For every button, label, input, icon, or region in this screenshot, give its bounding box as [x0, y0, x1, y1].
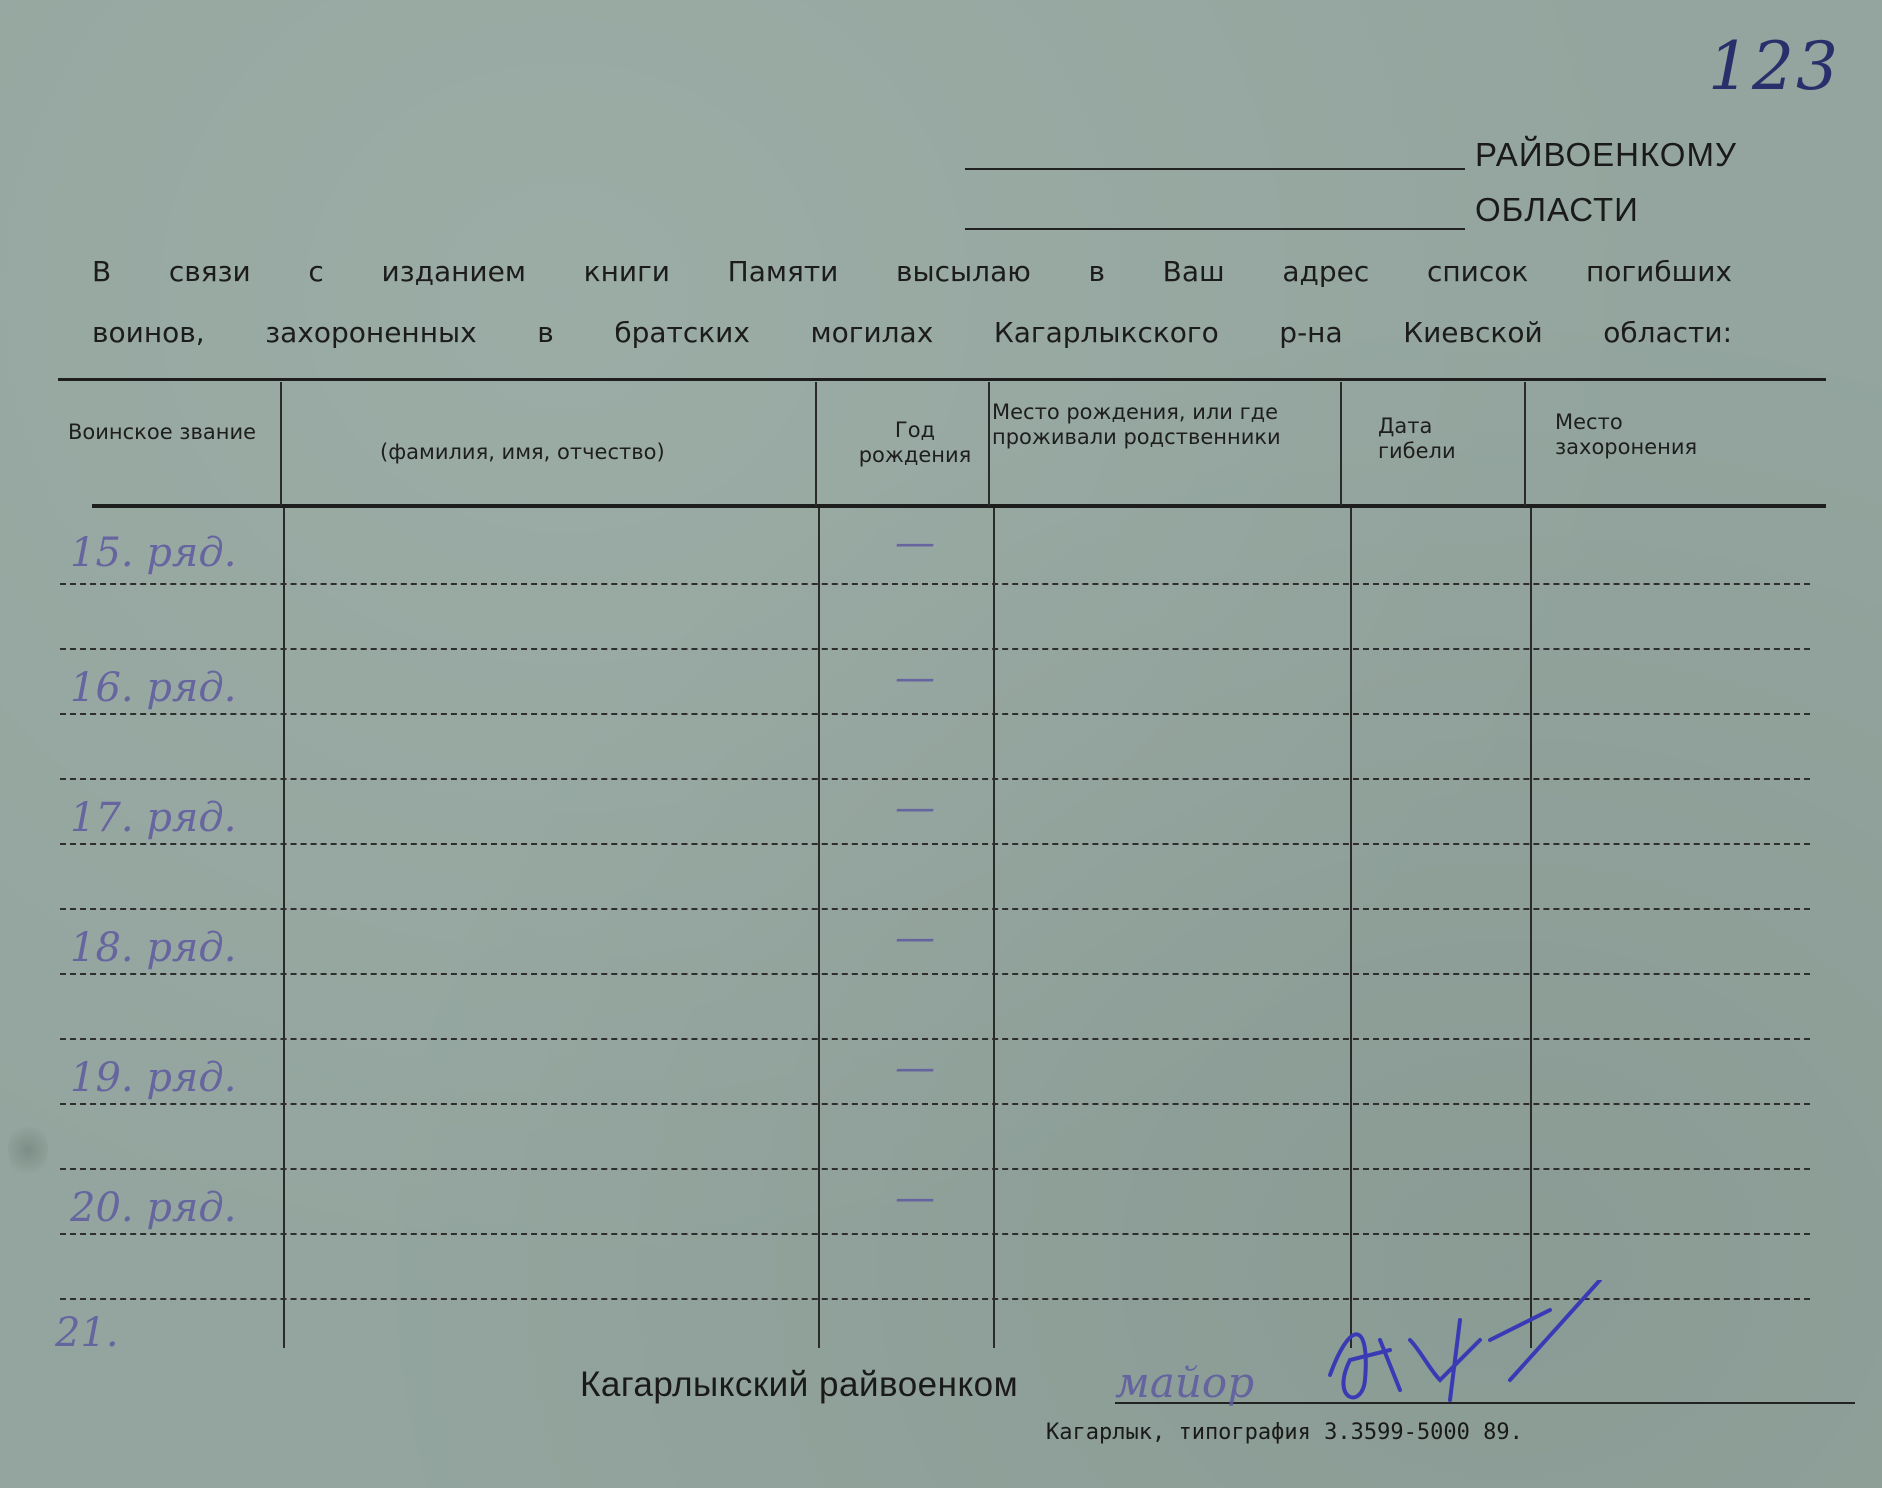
table-top-border — [58, 378, 1826, 381]
table-divider — [283, 508, 285, 1348]
intro-line-1: В связи с изданием книги Памяти высылаю в Ваш адрес список погибших — [92, 255, 1732, 288]
address-oblast-label: ОБЛАСТИ — [1475, 191, 1639, 228]
table-divider — [993, 508, 995, 1348]
row-7-rank: 21. — [55, 1310, 119, 1356]
row-1-rank: 15. ряд. — [70, 530, 237, 576]
row-rule — [60, 648, 1810, 650]
row-6-rank: 20. ряд. — [70, 1185, 237, 1231]
page-number: 123 — [1708, 28, 1840, 105]
table-header-border — [92, 504, 1826, 508]
header-burial-place: Место захоронения — [1555, 410, 1698, 459]
row-rule — [60, 1103, 1810, 1105]
table-divider — [1350, 508, 1352, 1348]
row-rule — [60, 583, 1810, 585]
intro-line-2: воинов, захороненных в братских могилах Кагарлыкского р-на Киевской области: — [92, 316, 1732, 349]
header-rank: Воинское звание — [68, 420, 257, 444]
row-4-rank: 18. ряд. — [70, 925, 237, 971]
row-3-birth-year: — — [895, 785, 935, 831]
row-rule — [60, 843, 1810, 845]
table-divider — [1530, 508, 1532, 1348]
row-2-birth-year: — — [895, 655, 935, 701]
row-3-rank: 17. ряд. — [70, 795, 237, 841]
table-divider — [280, 382, 282, 506]
paper-crease — [8, 1120, 48, 1180]
address-district-line — [965, 168, 1465, 170]
row-rule — [60, 973, 1810, 975]
row-rule — [60, 713, 1810, 715]
row-rule — [60, 908, 1810, 910]
row-rule — [60, 778, 1810, 780]
row-rule — [60, 1168, 1810, 1170]
row-4-birth-year: — — [895, 915, 935, 961]
row-2-rank: 16. ряд. — [70, 665, 237, 711]
row-1-birth-year: — — [895, 520, 935, 566]
table-divider — [1524, 382, 1526, 506]
address-district-label: РАЙВОЕНКОМУ — [1475, 136, 1737, 173]
row-rule — [60, 1233, 1810, 1235]
footer-imprint: Кагарлык, типография З.3599-5000 89. — [1046, 1420, 1523, 1445]
signature-icon — [1310, 1280, 1610, 1420]
header-birth-year: Год рождения — [858, 418, 972, 467]
address-oblast-line — [965, 228, 1465, 230]
row-5-rank: 19. ряд. — [70, 1055, 237, 1101]
row-5-birth-year: — — [895, 1045, 935, 1091]
table-divider — [988, 382, 990, 506]
footer-rank-handwritten: майор — [1115, 1358, 1255, 1407]
header-death-date: Дата гибели — [1378, 414, 1456, 463]
table-divider — [818, 508, 820, 1348]
row-rule — [60, 1038, 1810, 1040]
header-birthplace: Место рождения, или где проживали родственники — [992, 400, 1281, 449]
table-divider — [1340, 382, 1342, 506]
row-6-birth-year: — — [895, 1175, 935, 1221]
header-name: (фамилия, имя, отчество) — [380, 440, 665, 464]
footer-office: Кагарлыкский райвоенком — [580, 1365, 1019, 1404]
table-divider — [815, 382, 817, 506]
